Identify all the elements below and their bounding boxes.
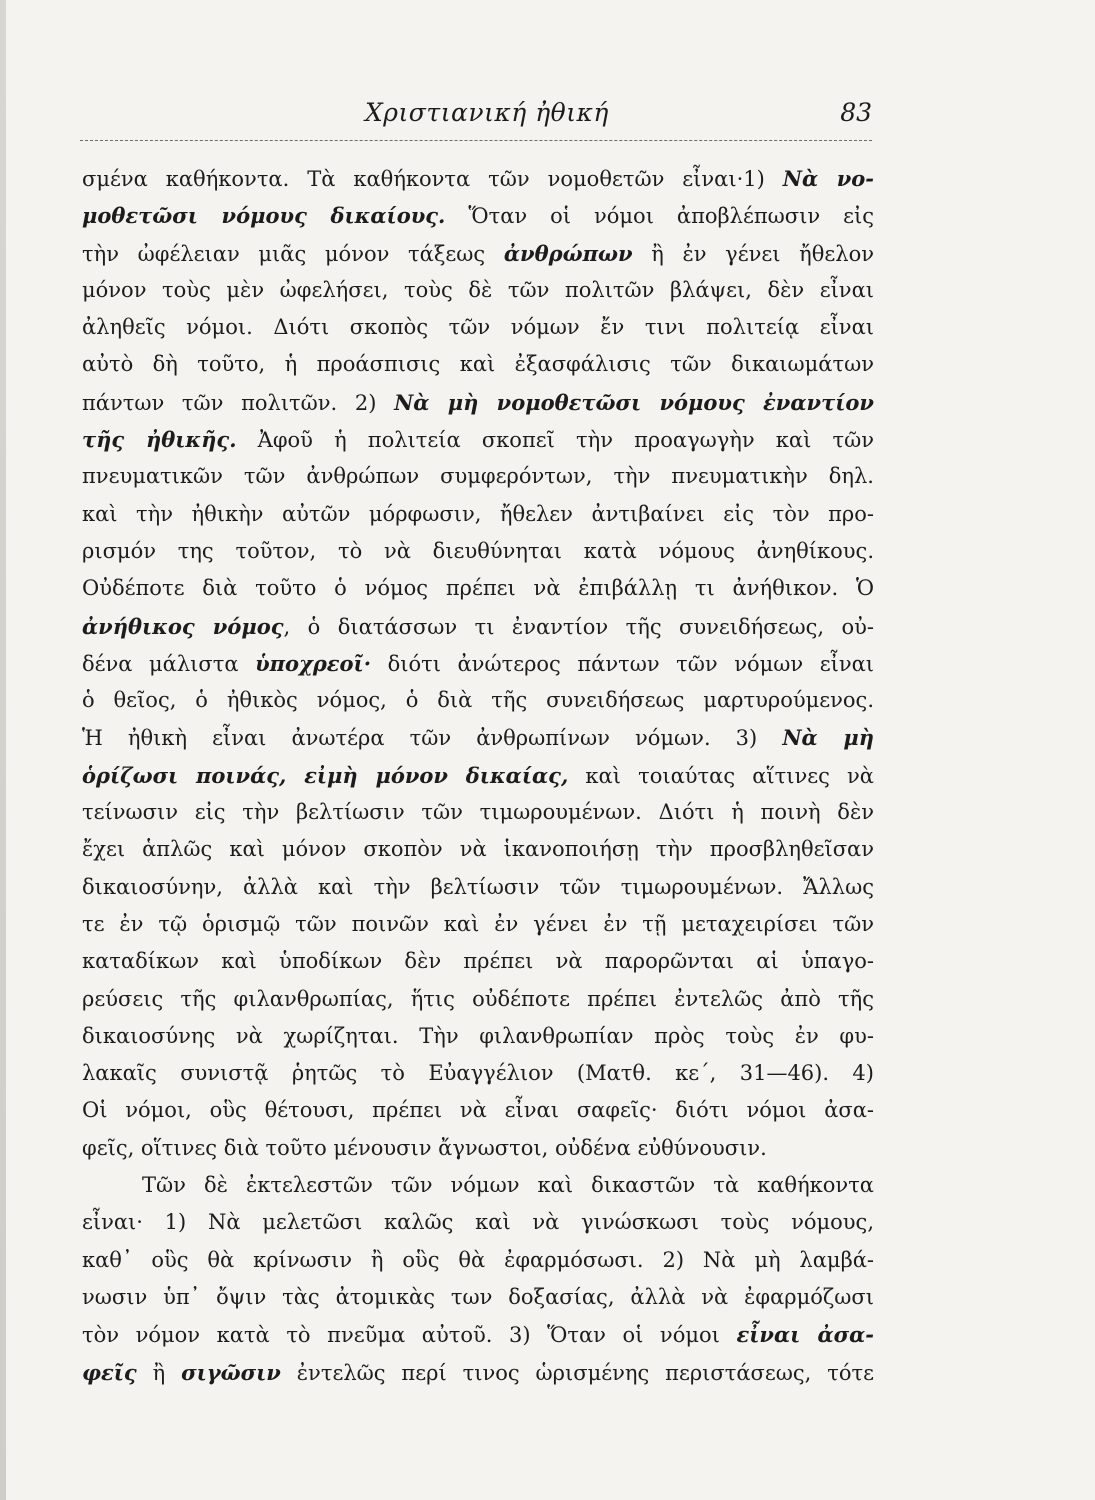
text-line: μοθετῶσι νόμους δικαίους. Ὅταν οἱ νόμοι ἀποβλέπωσιν εἰς bbox=[82, 203, 874, 229]
text-line: δικαιοσύνην, ἀλλὰ καὶ τὴν βελτίωσιν τῶν τιμωρουμένων. Ἄλλως bbox=[82, 874, 874, 899]
body-text bbox=[82, 160, 874, 1391]
text-line: Ἡ ἠθικὴ εἶναι ἀνωτέρα τῶν ἀνθρωπίνων νόμων. 3) Νὰ μὴ bbox=[82, 725, 874, 751]
page-header bbox=[80, 96, 872, 136]
text-line: ὁ θεῖος, ὁ ἠθικὸς νόμος, ὁ διὰ τῆς συνειδήσεως μαρτυρούμενος. bbox=[82, 688, 874, 713]
page-edge bbox=[0, 0, 6, 1500]
text-line: πνευματικῶν τῶν ἀνθρώπων συμφερόντων, τὴν πνευματικὴν δηλ. bbox=[82, 464, 874, 489]
text-line: αὐτὸ δὴ τοῦτο, ἡ προάσπισις καὶ ἐξασφάλισις τῶν δικαιωμάτων bbox=[82, 352, 874, 377]
page-number: 83 bbox=[840, 98, 872, 127]
text-line: ἀνήθικος νόμος, ὁ διατάσσων τι ἐναντίον τῆς συνειδήσεως, οὐ- bbox=[82, 613, 874, 639]
text-line: πάντων τῶν πολιτῶν. 2) Νὰ μὴ νομοθετῶσι νόμους ἐναντίον bbox=[82, 389, 874, 415]
running-title: Χριστιανική ἠθική bbox=[365, 98, 609, 127]
text-line: εἶναι· 1) Νὰ μελετῶσι καλῶς καὶ νὰ γινώσκωσι τοὺς νόμους, bbox=[82, 1210, 874, 1235]
text-line: ἔχει ἁπλῶς καὶ μόνον σκοπὸν νὰ ἱκανοποιήσῃ τὴν προσβληθεῖσαν bbox=[82, 837, 874, 862]
text-line: τὸν νόμον κατὰ τὸ πνεῦμα αὐτοῦ. 3) Ὅταν οἱ νόμοι εἶναι ἀσα- bbox=[82, 1322, 874, 1348]
text-line: δένα μάλιστα ὑποχρεοῖ· διότι ἀνώτερος πάντων τῶν νόμων εἶναι bbox=[82, 650, 874, 676]
text-line: φεῖς ἢ σιγῶσιν ἐντελῶς περί τινος ὡρισμένης περιστάσεως, τότε bbox=[82, 1359, 874, 1385]
text-line: ἀληθεῖς νόμοι. Διότι σκοπὸς τῶν νόμων ἔν τινι πολιτείᾳ εἶναι bbox=[82, 315, 874, 340]
text-line: λακαῖς συνιστᾷ ῥητῶς τὸ Εὐαγγέλιον (Ματθ. κε΄, 31—46). 4) bbox=[82, 1061, 874, 1086]
text-line: νωσιν ὑπ᾽ ὄψιν τὰς ἀτομικὰς των δοξασίας, ἀλλὰ νὰ ἐφαρμόζωσι bbox=[82, 1284, 874, 1309]
text-line: καταδίκων καὶ ὑποδίκων δὲν πρέπει νὰ παρορῶνται αἱ ὑπαγο- bbox=[82, 949, 874, 974]
text-line: ρισμόν της τοῦτον, τὸ νὰ διευθύνηται κατὰ νόμους ἀνηθίκους. bbox=[82, 538, 874, 563]
text-line: τῆς ἠθικῆς. Ἀφοῦ ἡ πολιτεία σκοπεῖ τὴν προαγωγὴν καὶ τῶν bbox=[82, 427, 874, 453]
text-line: καὶ τὴν ἠθικὴν αὐτῶν μόρφωσιν, ἤθελεν ἀντιβαίνει εἰς τὸν προ- bbox=[82, 501, 874, 526]
text-line: Οὐδέποτε διὰ τοῦτο ὁ νόμος πρέπει νὰ ἐπιβάλλῃ τι ἀνήθικον. Ὁ bbox=[82, 576, 874, 601]
text-line: Τῶν δὲ ἐκτελεστῶν τῶν νόμων καὶ δικαστῶν τὰ καθήκοντα bbox=[142, 1173, 874, 1198]
text-line: ὁρίζωσι ποινάς, εἰμὴ μόνον δικαίας, καὶ τοιαύτας αἵτινες νὰ bbox=[82, 762, 874, 788]
text-line: σμένα καθήκοντα. Τὰ καθήκοντα τῶν νομοθετῶν εἶναι·1) Νὰ νο- bbox=[82, 166, 874, 191]
text-line: ρεύσεις τῆς φιλανθρωπίας, ἥτις οὐδέποτε πρέπει ἐντελῶς ἀπὸ τῆς bbox=[82, 986, 874, 1011]
text-line: καθ᾽ οὓς θὰ κρίνωσιν ἢ οὓς θὰ ἐφαρμόσωσι. 2) Νὰ μὴ λαμβά- bbox=[82, 1247, 874, 1272]
text-line: τείνωσιν εἰς τὴν βελτίωσιν τῶν τιμωρουμένων. Διότι ἡ ποινὴ δὲν bbox=[82, 800, 874, 825]
header-rule bbox=[80, 140, 872, 141]
text-line: τε ἐν τῷ ὁρισμῷ τῶν ποινῶν καὶ ἐν γένει ἐν τῇ μεταχειρίσει τῶν bbox=[82, 911, 874, 936]
text-line: φεῖς, οἵτινες διὰ τοῦτο μένουσιν ἄγνωστοι, οὐδένα εὐθύνουσιν. bbox=[82, 1135, 767, 1160]
text-line: μόνον τοὺς μὲν ὠφελήσει, τοὺς δὲ τῶν πολιτῶν βλάψει, δὲν εἶναι bbox=[82, 277, 874, 302]
text-line: δικαιοσύνης νὰ χωρίζηται. Τὴν φιλανθρωπίαν πρὸς τοὺς ἐν φυ- bbox=[82, 1023, 874, 1048]
text-line: Οἱ νόμοι, οὓς θέτουσι, πρέπει νὰ εἶναι σαφεῖς· διότι νόμοι ἀσα- bbox=[82, 1098, 874, 1123]
text-line: τὴν ὠφέλειαν μιᾶς μόνον τάξεως ἀνθρώπων ἢ ἐν γένει ἤθελον bbox=[82, 240, 874, 266]
